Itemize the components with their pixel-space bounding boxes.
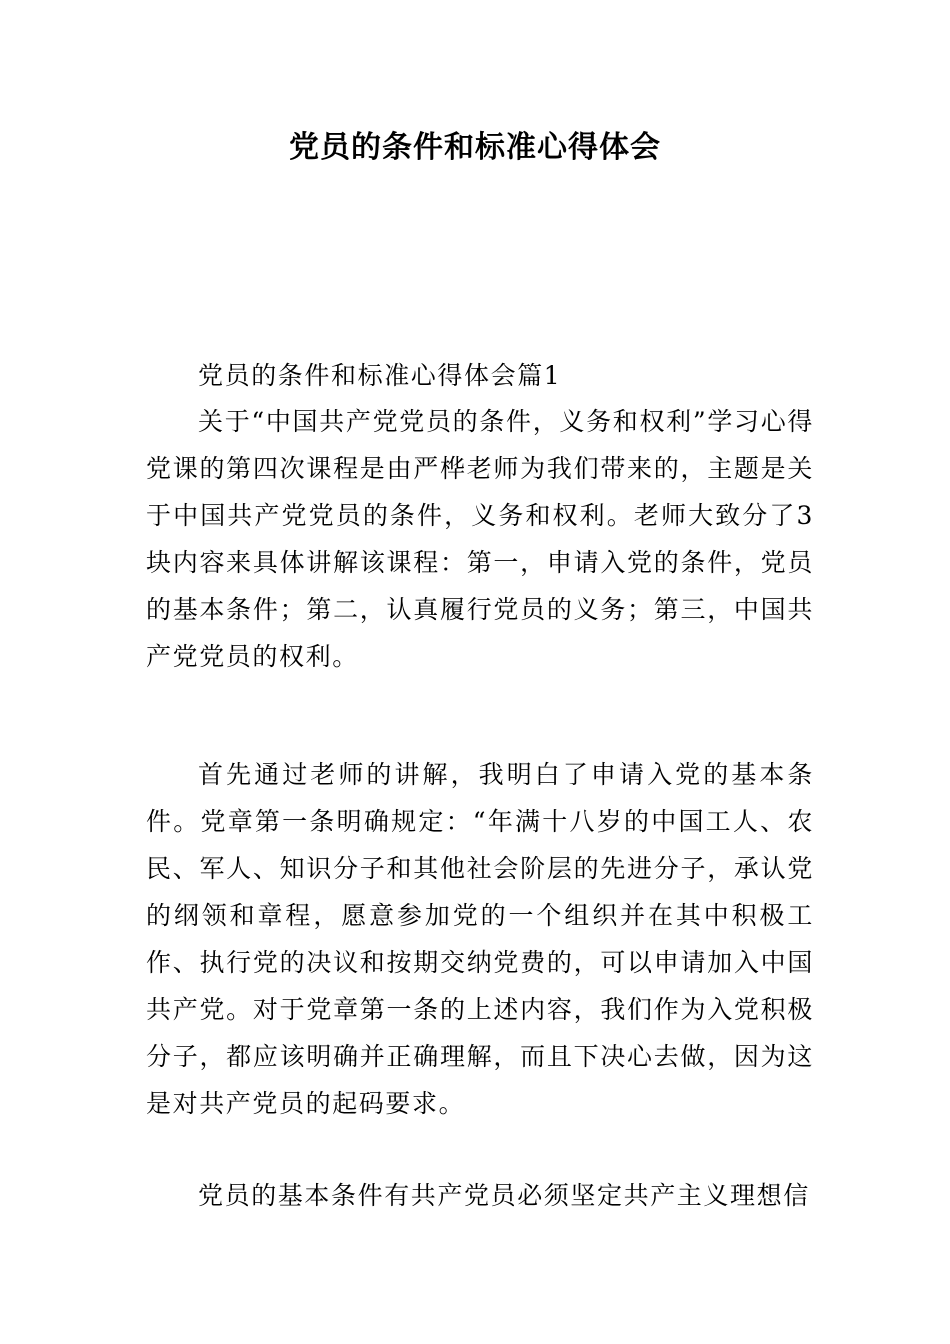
document-title: 党员的条件和标准心得体会 <box>289 130 661 165</box>
body-paragraph: 关于“中国共产党党员的条件，义务和权利”学习心得党课的第四次课程是由严桦老师为我们带来的，主题是关于中国共产党党员的条件，义务和权利。老师大致分了3块内容来具体讲解该课程：第一，申请入党的条件，党员的基本条件；第二，认真履行党员的义务；第三，中国共产党党员的权利。 <box>146 407 814 671</box>
body-paragraph: 首先通过老师的讲解，我明白了申请入党的基本条件。党章第一条明确规定：“年满十八岁的中国工人、农民、军人、知识分子和其他社会阶层的先进分子，承认党的纲领和章程，愿意参加党的一个组织并在其中积极工作、执行党的决议和按期交纳党费的，可以申请加入中国共产党。对于党章第一条的上述内容，我们作为入党积极分子，都应该明确并正确理解，而且下决心去做，因为这是对共产党员的起码要求。 <box>146 760 814 1118</box>
body-paragraph: 党员的基本条件有共产党员必须坚定共产主义理想信 <box>198 1181 810 1210</box>
section-heading: 党员的条件和标准心得体会篇1 <box>198 361 562 390</box>
